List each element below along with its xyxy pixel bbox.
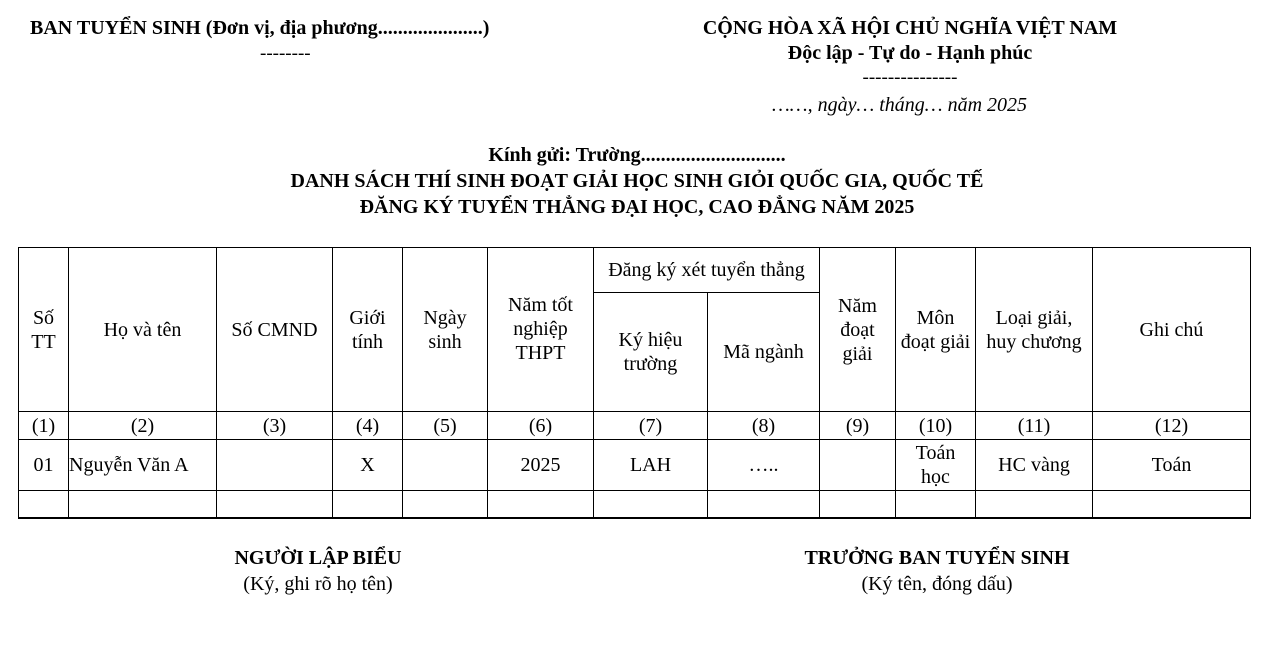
cell-grad-year: 2025 — [488, 440, 594, 491]
header-stt — [19, 248, 69, 412]
empty-cell — [69, 491, 217, 518]
column-number: (7) — [594, 412, 708, 440]
header-award-year — [820, 248, 896, 412]
column-number: (11) — [976, 412, 1093, 440]
signature-left-note: (Ký, ghi rõ họ tên) — [243, 573, 393, 595]
empty-cell — [896, 491, 976, 518]
header-award-type-line1: Loại giải, — [995, 306, 1073, 329]
header-award-year-line1: Năm — [838, 294, 877, 317]
document-title-line1: DANH SÁCH THÍ SINH ĐOẠT GIẢI HỌC SINH GIỎI QUỐC GIA, QUỐC TẾ — [290, 170, 984, 192]
cell-subject — [896, 440, 976, 491]
header-grad-year-line3: THPT — [515, 342, 566, 364]
column-number: (2) — [69, 412, 217, 440]
cell-dob — [403, 440, 488, 491]
header-grad-year — [488, 248, 594, 412]
candidate-table — [18, 247, 1251, 519]
header-major-code: Mã ngành — [708, 293, 820, 412]
header-award-year-line2: đoạt — [840, 318, 875, 341]
table-header-row — [19, 248, 1251, 293]
cell-major-code: ….. — [708, 440, 820, 491]
signature-left-title: NGƯỜI LẬP BIỂU — [234, 547, 402, 569]
column-number: (9) — [820, 412, 896, 440]
column-number: (4) — [333, 412, 403, 440]
cell-award-year — [820, 440, 896, 491]
header-school-code-line2: trường — [623, 353, 678, 375]
header-subject-line1: Môn — [916, 306, 955, 329]
empty-cell — [19, 491, 69, 518]
national-motto: Độc lập - Tự do - Hạnh phúc — [787, 42, 1033, 64]
column-number-row — [19, 412, 1251, 440]
header-gender — [333, 248, 403, 412]
header-left-rule: -------- — [260, 43, 311, 64]
header-stt-line1: Số — [32, 306, 55, 329]
cell-note: Toán — [1093, 440, 1251, 491]
header-school-code-line1: Ký hiệu — [618, 329, 683, 351]
empty-cell — [488, 491, 594, 518]
header-award-type-line2: huy chương — [986, 330, 1082, 353]
issuing-unit: BAN TUYỂN SINH (Đơn vị, địa phương.....................) — [30, 17, 490, 39]
header-gender-line1: Giới — [349, 306, 386, 329]
cell-school-code: LAH — [594, 440, 708, 491]
empty-cell — [708, 491, 820, 518]
header-gender-line2: tính — [351, 330, 384, 353]
column-number: (10) — [896, 412, 976, 440]
cell-award-type: HC vàng — [976, 440, 1093, 491]
header-note: Ghi chú — [1093, 248, 1251, 412]
cell-stt: 01 — [19, 440, 69, 491]
header-grad-year-line2: nghiệp — [513, 318, 568, 340]
header-id: Số CMND — [217, 248, 333, 412]
header-dob-line2: sinh — [428, 330, 462, 353]
cell-id — [217, 440, 333, 491]
header-stt-line2: TT — [31, 330, 56, 353]
header-school-code — [594, 293, 708, 412]
empty-cell — [594, 491, 708, 518]
empty-cell — [976, 491, 1093, 518]
signature-right-note: (Ký tên, đóng dấu) — [861, 573, 1013, 595]
empty-cell — [1093, 491, 1251, 518]
table-row-empty — [19, 491, 1251, 518]
document-date: ……, ngày… tháng… năm 2025 — [772, 94, 1028, 116]
country-name: CỘNG HÒA XÃ HỘI CHỦ NGHĨA VIỆT NAM — [702, 17, 1118, 39]
table-row — [19, 440, 1251, 491]
column-number: (8) — [708, 412, 820, 440]
empty-cell — [333, 491, 403, 518]
cell-subject-line1: Toán — [915, 442, 956, 464]
header-dob-line1: Ngày — [423, 306, 467, 329]
recipient-line: Kính gửi: Trường............................. — [488, 144, 786, 166]
empty-cell — [820, 491, 896, 518]
header-subject — [896, 248, 976, 412]
header-name: Họ và tên — [69, 248, 217, 412]
document-title-line2: ĐĂNG KÝ TUYỂN THẲNG ĐẠI HỌC, CAO ĐẲNG NĂM 2025 — [359, 196, 915, 218]
column-number: (6) — [488, 412, 594, 440]
header-right-rule: --------------- — [862, 67, 958, 88]
signature-right-title: TRƯỞNG BAN TUYỂN SINH — [804, 547, 1070, 569]
header-grad-year-line1: Năm tốt — [508, 294, 573, 316]
empty-cell — [403, 491, 488, 518]
column-number: (3) — [217, 412, 333, 440]
cell-gender: X — [333, 440, 403, 491]
header-subject-line2: đoạt giải — [900, 330, 971, 353]
cell-name: Nguyễn Văn A — [69, 440, 217, 491]
cell-subject-line2: học — [921, 466, 950, 488]
column-number: (5) — [403, 412, 488, 440]
column-number: (12) — [1093, 412, 1251, 440]
column-number: (1) — [19, 412, 69, 440]
header-award-year-line3: giải — [842, 342, 873, 365]
header-award-type — [976, 248, 1093, 412]
header-dob — [403, 248, 488, 412]
empty-cell — [217, 491, 333, 518]
header-register-group: Đăng ký xét tuyển thẳng — [594, 248, 820, 293]
